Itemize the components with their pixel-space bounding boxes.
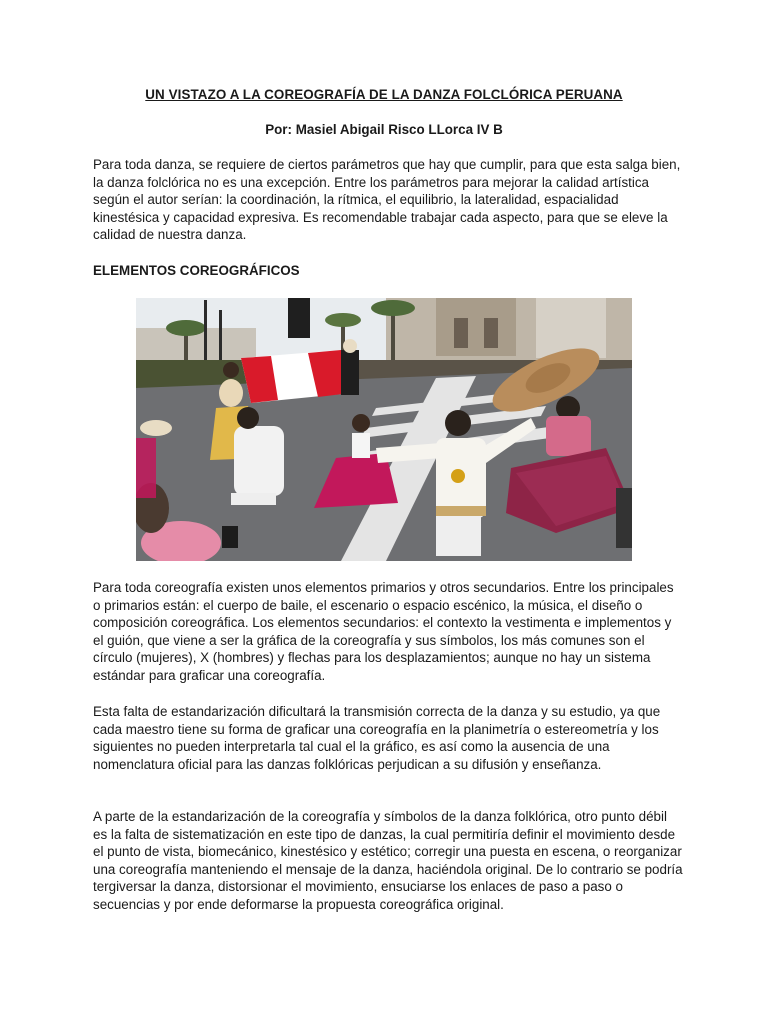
document-author: Por: Masiel Abigail Risco LLorca IV B — [265, 122, 503, 137]
section-heading: ELEMENTOS COREOGRÁFICOS — [93, 263, 300, 278]
paragraph-elements: Para toda coreografía existen unos elementos primarios y otros secundarios. Entre los principales o primarios están: el cuerpo de baile, el escenario o espacio escénico, la música, el diseño o composición coreográfica. Los elementos secundarios: el contexto la vestimenta e implementos y el guión, que viene a ser la gráfica de la coreografía y sus símbolos, los más comunes son el círculo (mujeres), X (hombres) y flechas para los desplazamientos; aunque no hay un sistema estándar para graficar una coreografía. — [93, 580, 674, 683]
document-title: UN VISTAZO A LA COREOGRAFÍA DE LA DANZA FOLCLÓRICA PERUANA — [145, 87, 623, 102]
paragraph-systematization: A parte de la estandarización de la coreografía y símbolos de la danza folklórica, otro punto débil es la falta de sistematización en este tipo de danzas, la cual permitiría definir el movimiento desde el punto de vista, biomecánico, kinestésico y estético; corregir una puesta en escena, o reorganizar una coreografía manteniendo el mensaje de la danza, haciéndola original. De lo contrario se podría tergiversar la danza, distorsionar el movimiento, ensuciarse los enlaces de paso a paso o secuencias y por ende deformarse la propuesta coreográfica original. — [93, 809, 683, 912]
intro-paragraph: Para toda danza, se requiere de ciertos parámetros que hay que cumplir, para que esta salga bien, la danza folclórica no es una excepción. Entre los parámetros para mejorar la calidad artística según el autor serían: la coordinación, la rítmica, el equilibrio, la lateralidad, espacialidad kinestésica y capacidad expresiva. Es recomendable trabajar cada aspecto, para que se eleve la calidad de nuestra danza. — [93, 157, 681, 243]
paragraph-standardization: Esta falta de estandarización dificultará la transmisión correcta de la danza y su estudio, ya que cada maestro tiene su forma de graficar una coreografía en la planimetría o estereometría y los siguientes no pueden interpretarla tal cual el la gráfico, es así como la ausencia de una nomenclatura oficial para las danzas folklóricas perjudican a su difusión y enseñanza. — [93, 704, 661, 772]
dance-photo — [136, 298, 632, 561]
